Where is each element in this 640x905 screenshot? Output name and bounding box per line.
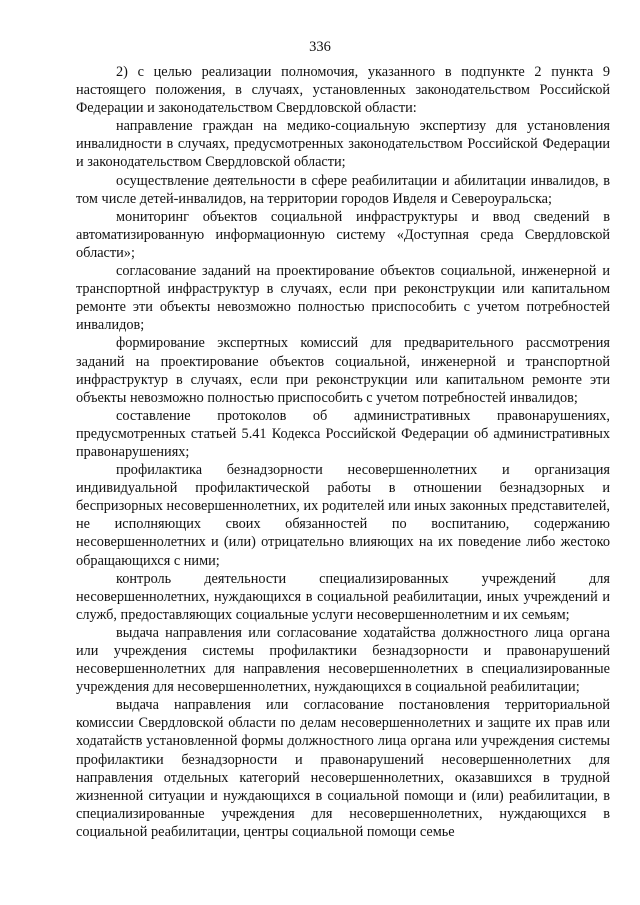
paragraph-expert-commissions: формирование экспертных комиссий для предварительного рассмотрения заданий на проектирование объектов социальной, инженерной и транспортной инфраструктур в случаях, если при реконструкции или капитальном ремонте эти объекты невозможно полностью приспособить с учетом потребностей инвалидов;: [76, 335, 610, 406]
paragraph-monitoring: мониторинг объектов социальной инфраструктуры и ввод сведений в автоматизированную информационную систему «Доступная среда Свердловской области»;: [76, 208, 610, 261]
document-body: [76, 63, 610, 841]
paragraph-intro: 2) с целью реализации полномочия, указанного в подпункте 2 пункта 9 настоящего положения, в случаях, установленных законодательством Российской Федерации и законодательством Свердловской области:: [76, 64, 610, 117]
paragraph-mse-referral: направление граждан на медико-социальную экспертизу для установления инвалидности в случаях, предусмотренных законодательством Российской Федерации и законодательством Свердловской области;: [76, 118, 610, 171]
paragraph-control: контроль деятельности специализированных учреждений для несовершеннолетних, нуждающихся в социальной реабилитации, иных учреждений и служб, предоставляющих социальные услуги несовершеннолетним и их семьям;: [76, 570, 610, 623]
page-number: 336: [309, 39, 331, 55]
paragraph-rehabilitation: осуществление деятельности в сфере реабилитации и абилитации инвалидов, в том числе детей-инвалидов, на территории городов Ивделя и Североуральска;: [76, 172, 610, 207]
paragraph-protocols: составление протоколов об административных правонарушениях, предусмотренных статьей 5.41 Кодекса Российской Федерации об административных правонарушениях;: [76, 407, 610, 460]
paragraph-referral-resolution: выдача направления или согласование постановления территориальной комиссии Свердловской области по делам несовершеннолетних и защите их прав или ходатайств установленной формы должностного лица органа или учреждения системы профилактики безнадзорности и правонарушений несовершеннолетних для направления отдельных категорий несовершеннолетних, оказавшихся в трудной жизненной ситуации и нуждающихся в социальной помощи и (или) реабилитации, в специализированные учреждения для несовершеннолетних, нуждающихся в социальной реабилитации, центры социальной помощи семье: [76, 697, 610, 840]
paragraph-design-approval: согласование заданий на проектирование объектов социальной, инженерной и транспортной инфраструктур в случаях, если при реконструкции или капитальном ремонте эти объекты невозможно полностью приспособить с учетом потребностей инвалидов;: [76, 263, 610, 334]
paragraph-prevention: профилактика безнадзорности несовершеннолетних и организация индивидуальной профилактической работы в отношении безнадзорных и беспризорных несовершеннолетних, их родителей или иных законных представителей, не исполняющих своих обязанностей по воспитанию, содержанию несовершеннолетних и (или) отрицательно влияющих на их поведение либо жестоко обращающихся с ними;: [76, 462, 610, 569]
paragraph-referral-petition: выдача направления или согласование ходатайства должностного лица органа или учреждения системы профилактики безнадзорности и правонарушений несовершеннолетних для направления несовершеннолетних в специализированные учреждения для несовершеннолетних, нуждающихся в социальной реабилитации;: [76, 624, 610, 696]
